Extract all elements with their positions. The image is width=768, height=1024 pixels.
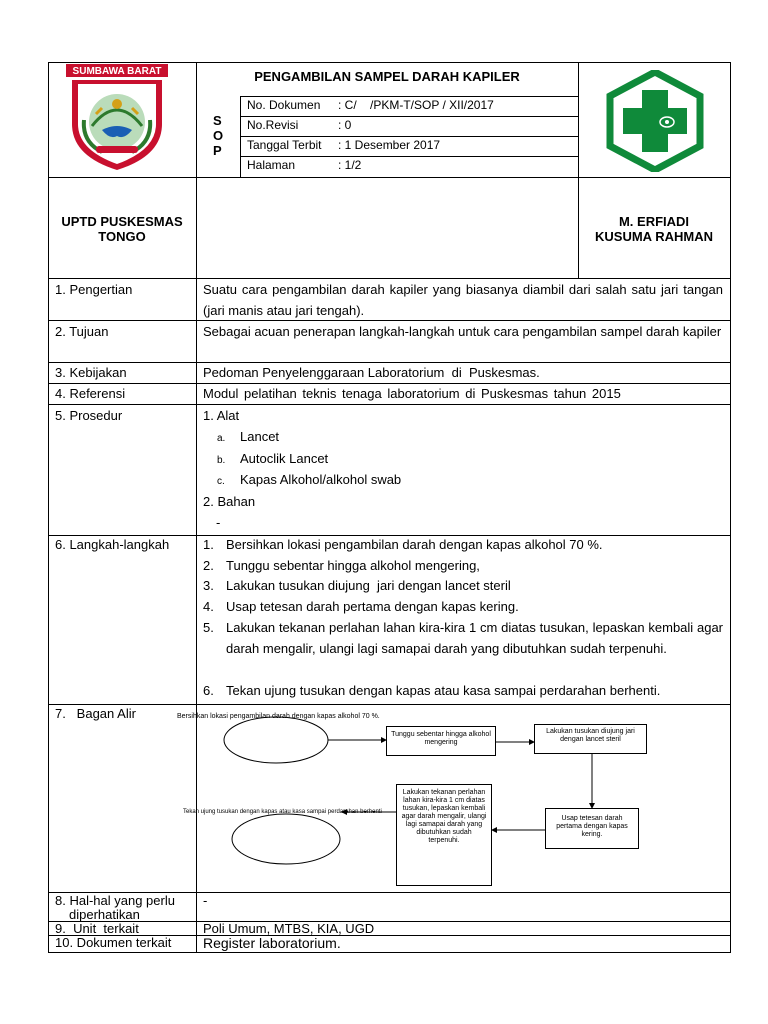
flow-start-text: Bersihkan lokasi pengambilan darah dengan kapas alkohol 70 %. [177,713,380,720]
meta-value-tanggal: : 1 Desember 2017 [338,138,441,152]
step-num-4: 4. [203,599,214,614]
pengertian-text: Suatu cara pengambilan darah kapiler yang biasanya diambil dari salah satu jari tangan (jari manis atau jari tengah). [203,282,723,318]
pengertian-label: 1. Pengertian [55,282,133,297]
alat-marker-a: a. [217,433,226,444]
step-num-2: 2. [203,558,214,573]
unit-text: Poli Umum, MTBS, KIA, UGD [203,921,375,936]
referensi-text: Modul pelatihan teknis tenaga laboratorium di Puskesmas tahun 2015 [203,386,621,401]
step-num-3: 3. [203,578,214,593]
step-num-1: 1. [203,537,214,552]
alat-item-a: Lancet [240,429,280,444]
alat-title: 1. Alat [203,408,240,423]
meta-value-halaman: : 1/2 [338,158,362,172]
alat-item-b: Autoclik Lancet [240,451,329,466]
flow-end-text: Tekan ujung tusukan dengan kapas atau kasa sampai perdarahan berhenti [183,809,382,815]
bahan-title: 2. Bahan [203,494,256,509]
flow-box-wipe: Usap tetesan darah pertama dengan kapas kering. [545,808,639,849]
org-name-line1: UPTD PUSKESMAS [61,214,183,229]
hal-label-line1: 8. Hal-hal yang perlu [55,893,175,908]
org-name-line2: TONGO [98,229,146,244]
unit-label: 9. Unit terkait [55,921,139,936]
flow-box-wait: Tunggu sebentar hingga alkohol mengering [386,726,496,756]
step-text-6: Tekan ujung tusukan dengan kapas atau kasa sampai perdarahan berhenti. [226,683,661,698]
dokumen-label: 10. Dokumen terkait [55,935,172,950]
meta-value-dokumen: : C/ /PKM-T/SOP / XII/2017 [338,98,494,112]
hal-text: - [203,893,208,908]
meta-label-halaman: Halaman [247,158,296,172]
step-text-2: Tunggu sebentar hingga alkohol mengering, [226,558,480,573]
flow-end-ellipse [232,814,340,864]
langkah-label: 6. Langkah-langkah [55,537,170,552]
meta-label-dokumen: No. Dokumen [247,98,321,112]
bahan-dash: - [216,515,221,530]
alat-marker-b: b. [217,455,226,466]
tujuan-text: Sebagai acuan penerapan langkah-langkah untuk cara pengambilan sampel darah kapiler [203,324,722,339]
alat-marker-c: c. [217,476,225,487]
kebijakan-label: 3. Kebijakan [55,365,127,380]
step-num-5: 5. [203,620,214,635]
meta-value-revisi: : 0 [338,118,352,132]
document-title: PENGAMBILAN SAMPEL DARAH KAPILER [254,69,520,84]
bagan-label: 7. Bagan Alir [55,706,136,721]
flow-start-ellipse [224,717,328,763]
step-text-3: Lakukan tusukan diujung jari dengan lancet steril [226,578,511,593]
head-name-line1: M. ERFIADI [618,214,690,229]
flow-box-puncture: Lakukan tusukan diujung jari dengan lancet steril [534,724,647,754]
logo-banner-text: SUMBAWA BARAT [72,66,162,77]
flow-box-press: Lakukan tekanan perlahan lahan kira-kira 1 cm diatas tusukan, lepaskan kembali agar darah mengalir, ulangi lagi samapai darah yang dibutuhkan sudah terpenuhi. [396,784,492,886]
step-num-6: 6. [203,683,214,698]
hal-label-line2: diperhatikan [69,907,140,922]
alat-item-c: Kapas Alkohol/alkohol swab [240,472,402,487]
sop-letter-s: S [213,113,222,128]
step-text-4: Usap tetesan darah pertama dengan kapas kering. [226,599,519,614]
sop-letter-o: O [213,128,224,143]
prosedur-label: 5. Prosedur [55,408,123,423]
tujuan-label: 2. Tujuan [55,324,109,339]
puskesmas-logo [602,70,708,172]
meta-label-tanggal: Tanggal Terbit [247,138,322,152]
meta-label-revisi: No.Revisi [247,118,299,132]
step-text-1: Bersihkan lokasi pengambilan darah dengan kapas alkohol 70 %. [226,537,603,552]
sop-letter-p: P [213,143,222,158]
referensi-label: 4. Referensi [55,386,126,401]
kebijakan-text: Pedoman Penyelenggaraan Laboratorium di Puskesmas. [203,365,540,380]
regency-logo [62,64,172,172]
step-text-5: Lakukan tekanan perlahan lahan kira-kira 1 cm diatas tusukan, lepaskan kembali agar darah mengalir, ulangi lagi samapai darah yang dibutuhkan sudah terpenuhi. [226,620,723,656]
dokumen-text: Register laboratorium. [203,935,341,951]
head-name-line2: KUSUMA RAHMAN [595,229,713,244]
